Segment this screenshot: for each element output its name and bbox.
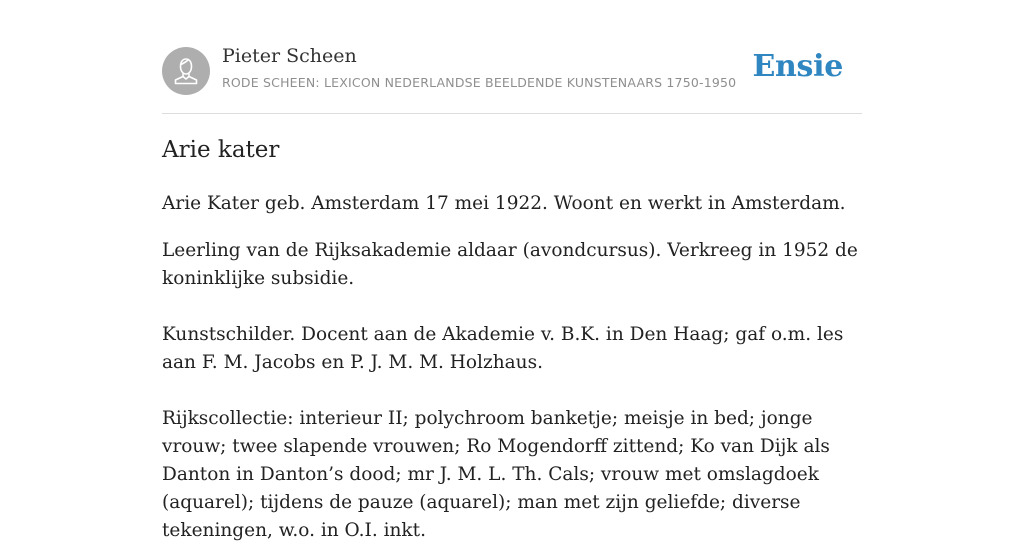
article-title: Arie kater: [162, 137, 280, 163]
article-paragraph-birth: Arie Kater geb. Amsterdam 17 mei 1922. Woont en werkt in Amsterdam.: [162, 193, 846, 214]
article-paragraph-collection: Rijkscollectie: interieur II; polychroom banketje; meisje in bed; jonge vrouw; twee slapende vrouwen; Ro Mogendorff zittend; Ko van Dijk als Danton in Danton’s dood; mr J. M. L. Th. Cals; vrouw met omslagdoek (aquarel); tijdens de pauze (aquarel); man met zijn geliefde; diverse tekeningen, w.o. in O.I. inkt.: [162, 408, 830, 541]
user-avatar-icon[interactable]: [162, 47, 210, 95]
source-label[interactable]: RODE SCHEEN: LEXICON NEDERLANDSE BEELDENDE KUNSTENAARS 1750-1950: [222, 75, 737, 90]
article-header: [162, 0, 862, 114]
article-paragraph-education: Leerling van de Rijksakademie aldaar (avondcursus). Verkreeg in 1952 de koninklijke subsidie.: [162, 240, 858, 289]
article-body: [162, 190, 862, 545]
article-paragraph-career: Kunstschilder. Docent aan de Akademie v. B.K. in Den Haag; gaf o.m. les aan F. M. Jacobs en P. J. M. M. Holzhaus.: [162, 324, 844, 373]
author-name[interactable]: Pieter Scheen: [222, 45, 357, 67]
brand-logo[interactable]: Ensie: [752, 49, 843, 84]
page-container: [162, 0, 862, 541]
